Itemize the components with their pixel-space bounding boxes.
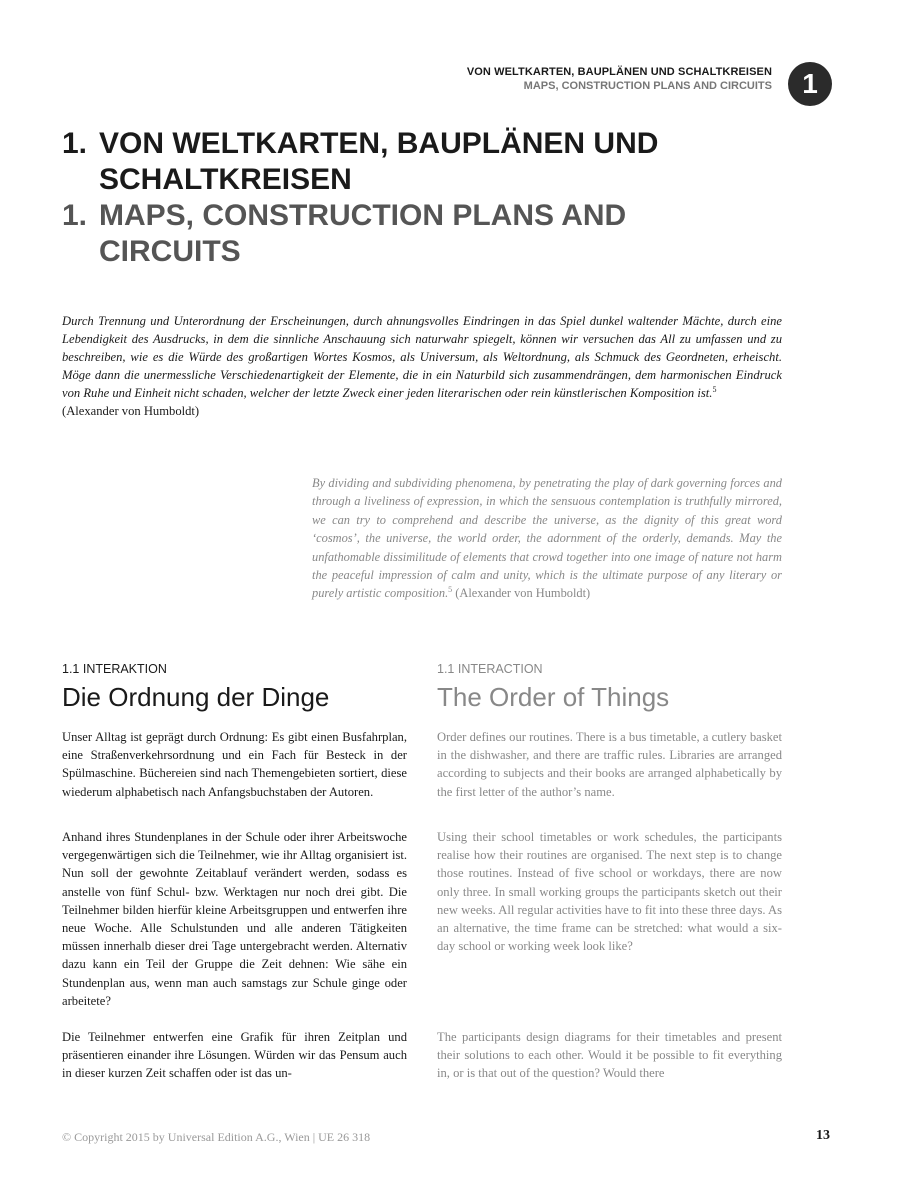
chapter-title-de-line1 bbox=[62, 126, 822, 162]
epigraph-en-footnote: 5 bbox=[448, 585, 453, 595]
chapter-title-en-line2 bbox=[62, 234, 822, 270]
copyright-notice: © Copyright 2015 by Universal Edition A.G., Wien | UE 26 318 bbox=[62, 1130, 371, 1144]
chapter-title-de-number: 1. bbox=[62, 127, 88, 160]
section-title-de: Die Ordnung der Dinge bbox=[62, 682, 330, 712]
paragraph-en-2: Using their school timetables or work schedules, the participants realise how their routines are organised. The next step is to change those routines. Instead of five school or workdays, there are now only three. In small working groups the participants sketch out their new weeks. All regular activities have to fit into these three days. As an alternative, the time frame can be stretched: what would a six-day school or working week look like? bbox=[437, 830, 782, 954]
chapter-title-de-text2: SCHALTKREISEN bbox=[99, 163, 352, 196]
epigraph-de-text: Durch Trennung und Unterordnung der Erscheinungen, durch ahnungsvolles Eindringen in das Spiel dunkel waltender Mächte, durch eine Lebendigkeit des Ausdrucks, in dem die sinnliche Anschauung sich naturwahr spiegelt, können wir versuchen das All zu umfassen und zu beschreiben, wie es die Würde des großartigen Wortes Kosmos, als Universum, als Weltordnung, als Schmuck des Geordneten, erheischt. Möge dann die unermessliche Verschiedenartigkeit der Elemente, die in ein Naturbild sich zusammendrängen, dem harmonischen Eindruck von Ruhe und Einheit nicht schaden, welcher der letzte Zweck einer jeden literarischen oder rein künstlerischen Komposition ist. bbox=[62, 314, 782, 400]
epigraph-en bbox=[312, 474, 782, 603]
chapter-title bbox=[62, 126, 822, 270]
epigraph-de-footnote: 5 bbox=[712, 384, 717, 394]
page-number: 13 bbox=[816, 1128, 830, 1143]
section-title-en: The Order of Things bbox=[437, 682, 670, 712]
section-en bbox=[437, 662, 782, 1081]
chapter-number-badge: 1 bbox=[788, 62, 832, 106]
chapter-title-en-number: 1. bbox=[62, 199, 88, 232]
chapter-title-en-text2: CIRCUITS bbox=[99, 235, 241, 268]
paragraph-en-1: Order defines our routines. There is a bus timetable, a cutlery basket in the dishwasher, and there are traffic rules. Libraries are arranged according to subjects and their books are arranged alphabetically by the first letter of the author’s name. bbox=[437, 730, 782, 799]
section-label-en: 1.1 INTERACTION bbox=[437, 662, 543, 676]
paragraph-de-1: Unser Alltag ist geprägt durch Ordnung: Es gibt einen Busfahrplan, eine Straßenverkehrsordnung und ein Fach für Besteck in der Spülmaschine. Büchereien sind nach Themengebieten sortiert, diese wiederum alphabetisch nach Anfangsbuchstaben der Autoren. bbox=[62, 730, 407, 799]
paragraph-en-3: The participants design diagrams for their timetables and present their solutions to each other. Would it be possible to fit everything in, or is that out of the question? Would there bbox=[437, 1030, 782, 1081]
paragraph-de-3: Die Teilnehmer entwerfen eine Grafik für ihren Zeitplan und präsentieren einander ihre Lösungen. Würden wir das Pensum auch in dieser kurzen Zeit schaffen oder ist das un- bbox=[62, 1030, 407, 1081]
paragraph-de-2: Anhand ihres Stundenplanes in der Schule oder ihrer Arbeitswoche vergegenwärtigen sich die Teilnehmer, wie ihr Alltag organisiert ist. Nun soll der gewohnte Zeitablauf verändert werden, sodass es anstelle von fünf Schul- bzw. Werktagen nur noch drei gibt. Die Teilnehmer bilden hierfür kleine Arbeitsgruppen und entwerfen ihre neue Woche. Alle Schulstunden und alle anderen Tätigkeiten müssen innerhalb dieser drei Tage untergebracht werden. Alternativ dazu kann ein Teil der Gruppe die Zeit dehnen: Wie sähe ein Stundenplan aus, wenn man auch samstags zur Schule ginge oder arbeitete? bbox=[62, 830, 407, 1008]
chapter-title-de-line2 bbox=[62, 162, 822, 198]
epigraph-de-attribution: (Alexander von Humboldt) bbox=[62, 404, 200, 418]
running-header-en: MAPS, CONSTRUCTION PLANS AND CIRCUITS bbox=[523, 80, 772, 92]
running-header-de: VON WELTKARTEN, BAUPLÄNEN UND SCHALTKREISEN bbox=[466, 66, 772, 78]
epigraph-en-attribution: (Alexander von Humboldt) bbox=[455, 586, 591, 601]
section-de bbox=[62, 662, 407, 1081]
chapter-title-en-text1: MAPS, CONSTRUCTION PLANS AND bbox=[99, 199, 627, 232]
chapter-title-en-line1 bbox=[62, 198, 822, 234]
epigraph-en-text: By dividing and subdividing phenomena, by penetrating the play of dark governing forces and through a liveliness of expression, in which the sensuous contemplation is truthfully mirrored, we can try to comprehend and describe the universe, as the dignity of this great word ‘cosmos’, the universe, the world order, the adornment of the orderly, demands. May the unfathomable dissimilitude of elements that crowd together into one image of nature not harm the peaceful impression of calm and unity, which is the ultimate purpose of any literary or purely artistic composition. bbox=[312, 476, 782, 601]
section-label-de: 1.1 INTERAKTION bbox=[62, 662, 167, 676]
epigraph-de bbox=[62, 312, 782, 420]
chapter-title-de-text1: VON WELTKARTEN, BAUPLÄNEN UND bbox=[99, 127, 659, 160]
